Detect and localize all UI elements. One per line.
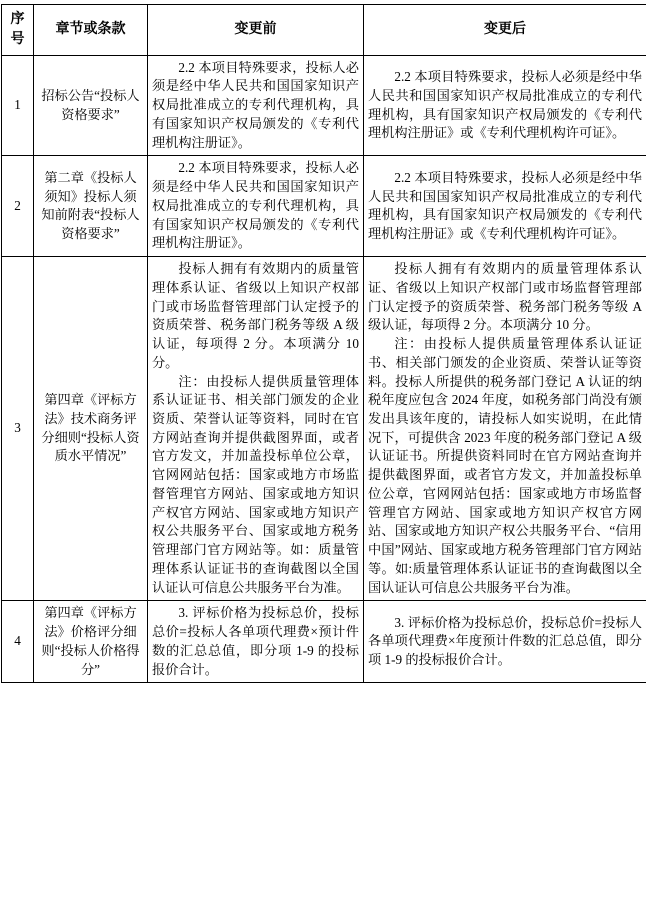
row-after-paragraph: 投标人拥有有效期内的质量管理体系认证、省级以上知识产权部门或市场监督管理部门认定授予的资质荣誉、税务部门税务等级 A 级认证，每项得 2 分。本项满分 10 分。 xyxy=(368,260,642,335)
row-seq: 1 xyxy=(2,55,34,156)
table-row xyxy=(2,257,646,601)
table-row xyxy=(2,156,646,257)
row-clause: 第四章《评标方法》技术商务评分细则“投标人资质水平情况” xyxy=(34,257,148,601)
column-header-before: 变更前 xyxy=(148,5,364,56)
row-before xyxy=(148,156,364,257)
row-after xyxy=(364,601,646,683)
row-after-note: 注：由投标人提供质量管理体系认证证书、相关部门颁发的企业资质、荣誉认证等资料。投标人所提供的税务部门登记 A 认证的纳税年度应包含 2024 年度，如税务部门尚没有颁发出具该年度的，请投标人如实说明，在此情况下，可提供含 2023 年度的税务部门登记 A 级认证证书。所提供资料同时在官方网站查询并提供截图界面，或者官方发文，并加盖投标单位公章，官网网站包括：国家或地方市场监督管理官方网站、国家或地方知识产权官方网站、国家或地方知识产权公共服务平台、“信用中国”网站、国家或地方税务管理部门官方网站等。如:质量管理体系认证证书的查询截图以全国认证认可信息公共服务平台为准。 xyxy=(368,335,642,597)
row-seq: 4 xyxy=(2,601,34,683)
row-before xyxy=(148,257,364,601)
row-before-paragraph: 2.2 本项目特殊要求，投标人必须是经中华人民共和国国家知识产权局批准成立的专利代理机构，具有国家知识产权局颁发的《专利代理机构注册证》。 xyxy=(152,159,359,253)
column-header-clause: 章节或条款 xyxy=(34,5,148,56)
row-after-paragraph: 2.2 本项目特殊要求，投标人必须是经中华人民共和国国家知识产权局批准成立的专利代理机构，具有国家知识产权局颁发的《专利代理机构注册证》或《专利代理机构许可证》。 xyxy=(368,169,642,244)
table-header-row xyxy=(2,5,646,56)
row-before-paragraph: 投标人拥有有效期内的质量管理体系认证、省级以上知识产权部门或市场监督管理部门认定授予的资质荣誉、税务部门税务等级 A 级认证，每项得 2 分。本项满分 10 分。 xyxy=(152,260,359,372)
row-after-paragraph: 2.2 本项目特殊要求，投标人必须是经中华人民共和国国家知识产权局批准成立的专利代理机构，具有国家知识产权局颁发的《专利代理机构注册证》或《专利代理机构许可证》。 xyxy=(368,68,642,143)
row-before xyxy=(148,55,364,156)
table-row xyxy=(2,601,646,683)
row-seq: 2 xyxy=(2,156,34,257)
row-after xyxy=(364,156,646,257)
row-clause: 招标公告“投标人资格要求” xyxy=(34,55,148,156)
row-clause: 第四章《评标方法》价格评分细则“投标人价格得分” xyxy=(34,601,148,683)
row-after xyxy=(364,257,646,601)
row-before-note: 注：由投标人提供质量管理体系认证证书、相关部门颁发的企业资质、荣誉认证等资料，同时在官方网站查询并提供截图界面，或者官方发文，并加盖投标单位公章，官网网站包括：国家或地方市场监督管理官方网站、国家或地方知识产权官方网站、国家或地方知识产权公共服务平台、国家或地方税务管理部门官方网站等。如：质量管理体系认证证书的查询截图以全国认证认可信息公共服务平台为准。 xyxy=(152,373,359,598)
row-before-paragraph: 2.2 本项目特殊要求，投标人必须是经中华人民共和国国家知识产权局批准成立的专利代理机构，具有国家知识产权局颁发的《专利代理机构注册证》。 xyxy=(152,59,359,153)
column-header-seq: 序 号 xyxy=(2,5,34,56)
row-after xyxy=(364,55,646,156)
column-header-after: 变更后 xyxy=(364,5,646,56)
row-after-paragraph: 3. 评标价格为投标总价，投标总价=投标人各单项代理费×年度预计件数的汇总总值，即分项 1-9 的投标报价合计。 xyxy=(368,614,642,670)
change-comparison-table xyxy=(1,4,646,683)
change-comparison-document xyxy=(0,4,646,683)
table-row xyxy=(2,55,646,156)
row-seq: 3 xyxy=(2,257,34,601)
row-before-paragraph: 3. 评标价格为投标总价，投标总价=投标人各单项代理费×预计件数的汇总总值，即分项 1-9 的投标报价合计。 xyxy=(152,604,359,679)
row-clause: 第二章《投标人须知》投标人须知前附表“投标人资格要求” xyxy=(34,156,148,257)
row-before xyxy=(148,601,364,683)
